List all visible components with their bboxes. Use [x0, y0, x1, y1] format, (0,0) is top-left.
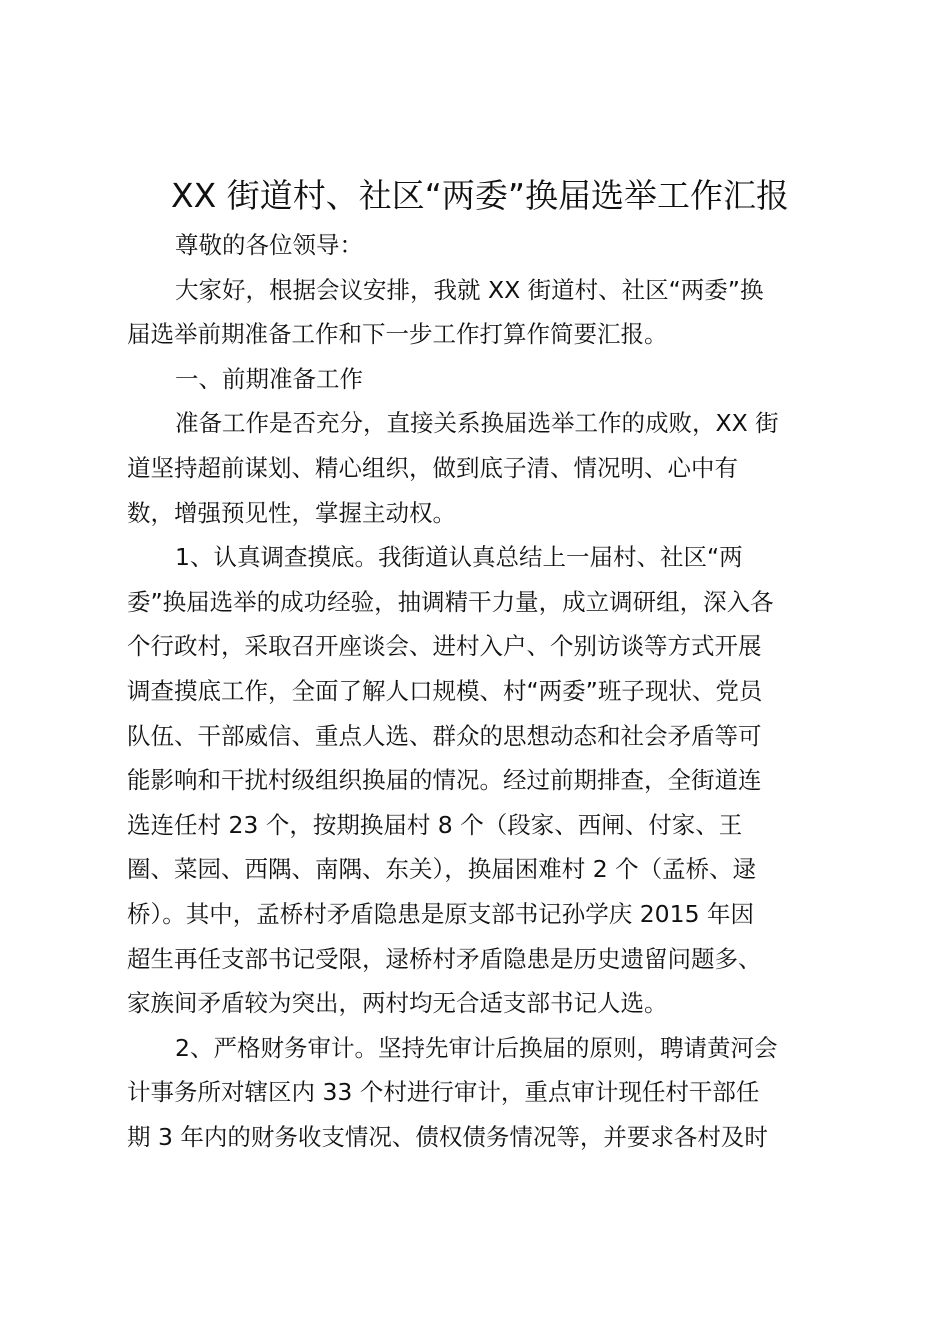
section-heading: 一、前期准备工作: [175, 364, 363, 393]
paragraph-line: 队伍、干部威信、重点人选、群众的思想动态和社会矛盾等可: [127, 721, 762, 750]
paragraph-line: 届选举前期准备工作和下一步工作打算作简要汇报。: [127, 320, 668, 349]
paragraph-line: 圈、菜园、西隅、南隅、东关），换届困难村 2 个（孟桥、逯: [127, 855, 757, 884]
paragraph-line: 计事务所对辖区内 33 个村进行审计，重点审计现任村干部任: [127, 1078, 760, 1107]
paragraph-line: 委”换届选举的成功经验，抽调精干力量，成立调研组，深入各: [127, 587, 774, 616]
paragraph-line: 选连任村 23 个，按期换届村 8 个（段家、西闸、付家、王: [127, 810, 743, 839]
document-title: XX 街道村、社区“两委”换届选举工作汇报: [171, 176, 789, 215]
paragraph-line: 道坚持超前谋划、精心组织，做到底子清、情况明、心中有: [127, 453, 738, 482]
paragraph-line: 大家好，根据会议安排，我就 XX 街道村、社区“两委”换: [175, 275, 764, 304]
paragraph-line: 超生再任支部书记受限，逯桥村矛盾隐患是历史遗留问题多、: [127, 944, 762, 973]
paragraph-line: 个行政村，采取召开座谈会、进村入户、个别访谈等方式开展: [127, 632, 762, 661]
salutation: 尊敬的各位领导：: [175, 231, 363, 259]
paragraph-line: 桥）。其中，孟桥村矛盾隐患是原支部书记孙学庆 2015 年因: [127, 899, 754, 928]
document-body: [127, 223, 837, 1159]
paragraph-line: 能影响和干扰村级组织换届的情况。经过前期排查，全街道连: [127, 766, 762, 795]
paragraph-line: 数，增强预见性，掌握主动权。: [127, 498, 456, 527]
paragraph-line: 家族间矛盾较为突出，两村均无合适支部书记人选。: [127, 989, 668, 1018]
paragraph-line: 调查摸底工作，全面了解人口规模、村“两委”班子现状、党员: [127, 676, 763, 705]
paragraph-line: 1、认真调查摸底。我街道认真总结上一届村、社区“两: [175, 543, 743, 572]
paragraph-line: 2、严格财务审计。坚持先审计后换届的原则，聘请黄河会: [175, 1033, 778, 1062]
paragraph-line: 准备工作是否充分，直接关系换届选举工作的成败，XX 街: [175, 409, 779, 438]
paragraph-line: 期 3 年内的财务收支情况、债权债务情况等，并要求各村及时: [127, 1122, 768, 1151]
